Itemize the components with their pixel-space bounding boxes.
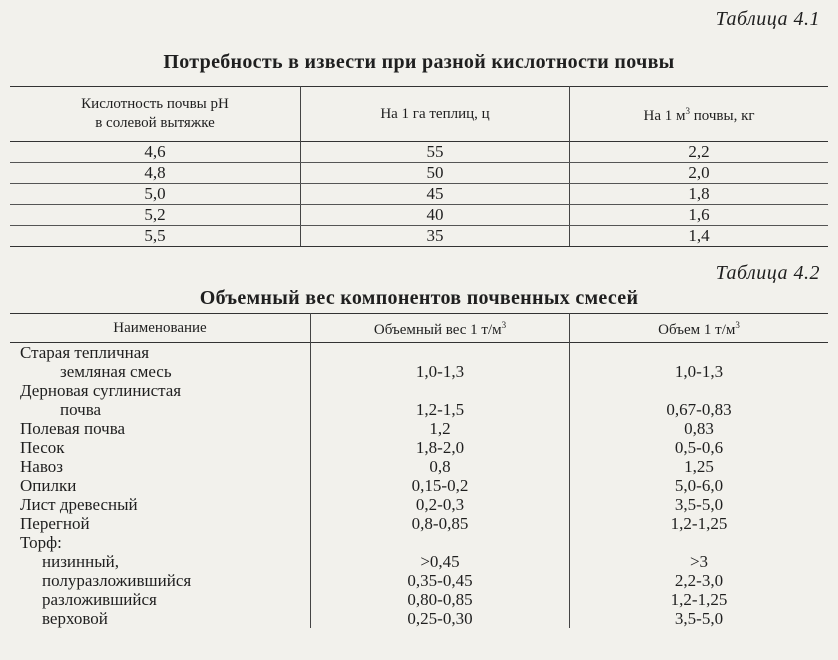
m3-cell: 1,6	[570, 205, 829, 226]
component-name-cell	[10, 343, 311, 382]
weight-cell: 0,25-0,30	[311, 609, 570, 628]
table1-body	[10, 142, 828, 247]
weight-cell: 1,2	[311, 419, 570, 438]
component-name-cell	[10, 381, 311, 419]
table1-header-m3: На 1 $м^3$ почвы, кг	[570, 87, 829, 142]
weight-cell: 0,35-0,45	[311, 571, 570, 590]
volume-cell: 0,83	[570, 419, 829, 438]
table-row	[10, 163, 828, 184]
volume-cell: 5,0-6,0	[570, 476, 829, 495]
table-row	[10, 343, 828, 382]
component-name-cell	[10, 457, 311, 476]
weight-cell: 1,0-1,3	[311, 343, 570, 382]
hectare-cell: 45	[301, 184, 570, 205]
component-name-cell	[10, 609, 311, 628]
table1-title: Потребность в извести при разной кислотности почвы	[163, 51, 675, 73]
table-row	[10, 381, 828, 419]
table1-header-hectare: На 1 га теплиц, ц	[301, 87, 570, 142]
table-row	[10, 457, 828, 476]
m3-cell: 1,4	[570, 226, 829, 247]
weight-cell: 0,2-0,3	[311, 495, 570, 514]
m3-cell: 2,2	[570, 142, 829, 163]
weight-cell: 0,15-0,2	[311, 476, 570, 495]
component-name-cell	[10, 552, 311, 571]
weight-cell: >0,45	[311, 552, 570, 571]
hectare-cell: 55	[301, 142, 570, 163]
weight-cell: 0,8	[311, 457, 570, 476]
table2-caption: Таблица 4.2	[715, 262, 820, 284]
component-name: Навоз	[20, 457, 63, 476]
component-name: Лист древесный	[20, 495, 138, 514]
component-name-cell	[10, 590, 311, 609]
table-row	[10, 552, 828, 571]
component-name: земляная смесь	[60, 362, 172, 381]
m3-cell: 2,0	[570, 163, 829, 184]
table-row	[10, 476, 828, 495]
component-name: Старая тепличная	[20, 343, 150, 362]
volume-cell: 1,0-1,3	[570, 343, 829, 382]
table-row	[10, 514, 828, 533]
ph-cell: 5,2	[10, 205, 301, 226]
component-name-cell	[10, 495, 311, 514]
weight-cell	[311, 533, 570, 552]
component-name-cell	[10, 476, 311, 495]
weight-cell: 0,80-0,85	[311, 590, 570, 609]
table2-header-weight: Объемный вес 1 $т/м^3$	[311, 314, 570, 343]
component-name-cell	[10, 533, 311, 552]
volume-cell: 1,2-1,25	[570, 590, 829, 609]
table2-header-volume: Объем 1 $т/м^3$	[570, 314, 829, 343]
table-row	[10, 142, 828, 163]
table-row	[10, 438, 828, 457]
component-name: низинный,	[42, 552, 119, 571]
volume-cell: 1,25	[570, 457, 829, 476]
ph-cell: 5,0	[10, 184, 301, 205]
table2-header-row	[10, 314, 828, 343]
hectare-cell: 40	[301, 205, 570, 226]
table2-header-name: Наименование	[113, 319, 207, 336]
volume-cell: 3,5-5,0	[570, 495, 829, 514]
m3-cell: 1,8	[570, 184, 829, 205]
table-row	[10, 533, 828, 552]
component-name: полуразложившийся	[42, 571, 192, 590]
table2-body	[10, 343, 828, 629]
table1-header-ph: Кислотность почвы pH в солевой вытяжке	[81, 96, 229, 131]
volume-cell: 1,2-1,25	[570, 514, 829, 533]
volume-cell: 2,2-3,0	[570, 571, 829, 590]
component-name: Песок	[20, 438, 65, 457]
table2	[10, 313, 828, 628]
component-name: Дерновая суглинистая	[20, 381, 182, 400]
volume-cell: 0,5-0,6	[570, 438, 829, 457]
component-name: Перегной	[20, 514, 90, 533]
table-row	[10, 226, 828, 247]
volume-cell	[570, 533, 829, 552]
volume-cell: >3	[570, 552, 829, 571]
table-row	[10, 571, 828, 590]
hectare-cell: 35	[301, 226, 570, 247]
component-name-cell	[10, 571, 311, 590]
weight-cell: 1,8-2,0	[311, 438, 570, 457]
ph-cell: 4,6	[10, 142, 301, 163]
ph-cell: 5,5	[10, 226, 301, 247]
weight-cell: 0,8-0,85	[311, 514, 570, 533]
hectare-cell: 50	[301, 163, 570, 184]
weight-cell: 1,2-1,5	[311, 381, 570, 419]
table-row	[10, 495, 828, 514]
component-name-cell	[10, 514, 311, 533]
component-name: Торф:	[20, 533, 62, 552]
volume-cell: 0,67-0,83	[570, 381, 829, 419]
table-row	[10, 419, 828, 438]
component-name-cell	[10, 419, 311, 438]
ph-cell: 4,8	[10, 163, 301, 184]
component-name-cell	[10, 438, 311, 457]
table1-caption: Таблица 4.1	[715, 8, 820, 30]
component-name: почва	[60, 400, 102, 419]
table1-header-row	[10, 87, 828, 142]
component-name: верховой	[42, 609, 108, 628]
table2-title: Объемный вес компонентов почвенных смесей	[199, 287, 639, 309]
volume-cell: 3,5-5,0	[570, 609, 829, 628]
component-name: Полевая почва	[20, 419, 126, 438]
component-name: Опилки	[20, 476, 77, 495]
table-row	[10, 184, 828, 205]
table-row	[10, 205, 828, 226]
table-row	[10, 609, 828, 628]
table-row	[10, 590, 828, 609]
component-name: разложившийся	[42, 590, 157, 609]
table1	[10, 86, 828, 247]
